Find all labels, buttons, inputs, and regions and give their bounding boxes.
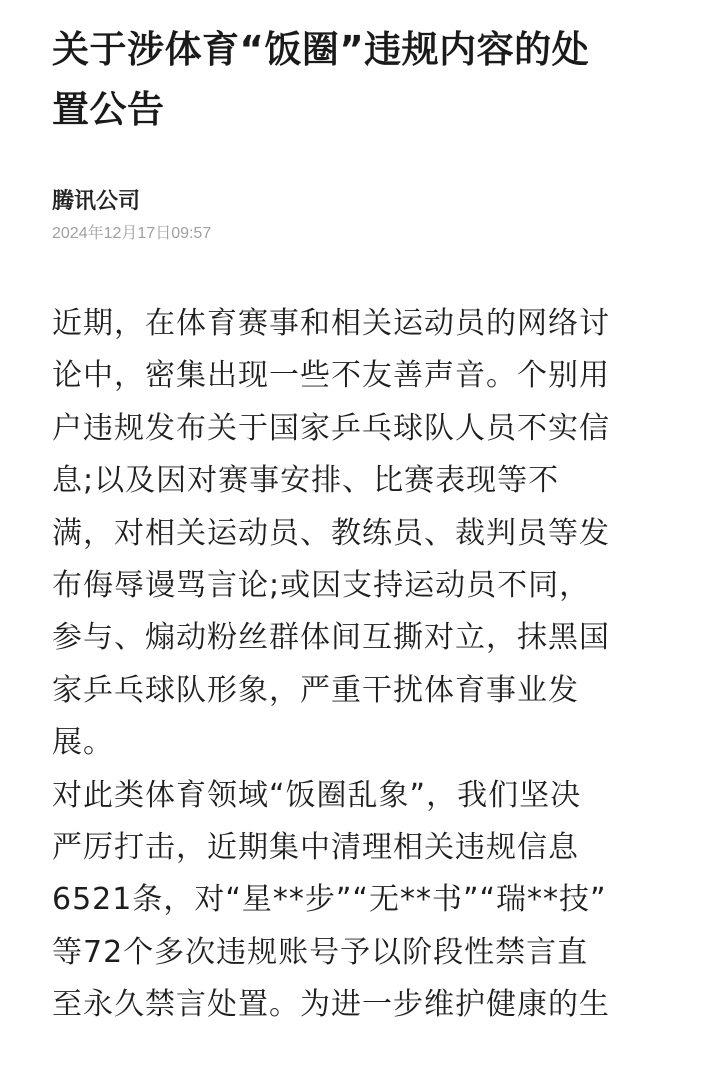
body-line: 至永久禁言处置。为进一步维护健康的生: [52, 987, 610, 1023]
body-line: 家乒乓球队形象，严重干扰体育事业发: [52, 672, 579, 708]
body-line: 户违规发布关于国家乒乓球队人员不实信: [52, 410, 610, 446]
body-line: 布侮辱谩骂言论;或因支持运动员不同，: [52, 568, 591, 604]
body-line: 6521条，对“星**步”“无**书”“瑞**技”: [52, 882, 607, 918]
body-line: 近期，在体育赛事和相关运动员的网络讨: [52, 306, 610, 341]
publish-date: 2024年12月17日09:57: [52, 225, 212, 242]
body-line: 展。: [52, 725, 114, 761]
body-line: 参与、煽动粉丝群体间互撕对立，抹黑国: [52, 620, 610, 656]
article-title-line: 置公告: [52, 88, 165, 131]
body-line: 满，对相关运动员、教练员、裁判员等发: [52, 515, 610, 551]
article-title: [52, 20, 692, 140]
article-body: [52, 298, 692, 1032]
body-line: 严厉打击，近期集中清理相关违规信息: [52, 830, 579, 866]
body-line: 对此类体育领域“饭圈乱象”，我们坚决: [52, 777, 582, 813]
body-line: 息;以及因对赛事安排、比赛表现等不: [52, 463, 560, 499]
body-line: 论中，密集出现一些不友善声音。个别用: [52, 358, 610, 394]
body-line: 等72个多次违规账号予以阶段性禁言直: [52, 934, 589, 970]
article-title-line: 关于涉体育“饭圈”违规内容的处: [52, 28, 590, 71]
author-name[interactable]: 腾讯公司: [52, 189, 141, 214]
